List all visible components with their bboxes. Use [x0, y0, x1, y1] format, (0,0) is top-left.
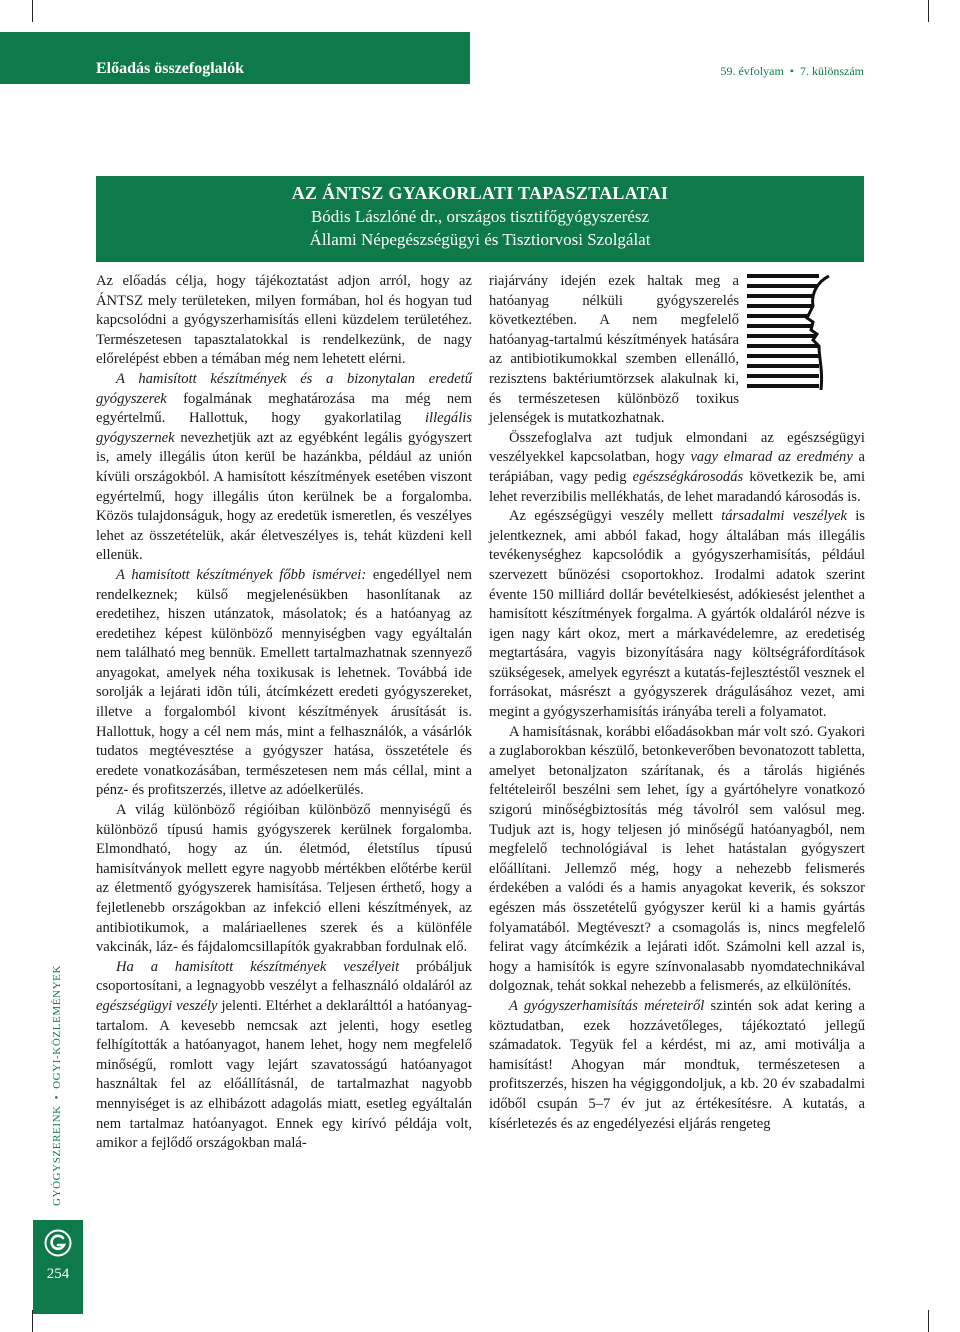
- paragraph-text: Az előadás célja, hogy tájékoztatást adjon arról, hogy az ÁNTSZ mely területeken, milyen formában, hol és hogyan tud kapcsolódni a gyógyszerhamisítás elleni küzdelem területéhez. Természetesen tapasztalatokkal is rendelkezünk, de nagy előrelépést ebben a témában még nem lehetett elérni.: [96, 273, 472, 368]
- paragraph: [96, 958, 472, 1154]
- page-number: 254: [46, 1266, 70, 1282]
- paragraph: [489, 429, 865, 507]
- paragraph-text: következik be, ami lehet reverzibilis mellékhatás, de lehet maradandó károsodás is.: [489, 468, 865, 505]
- emphasis-text: egészségkárosodás: [632, 468, 744, 485]
- paragraph-text: próbáljuk csoportosítani, a legnagyobb veszélyt a felhasználó oldaláról az: [96, 958, 472, 995]
- emphasis-text: A hamisított készítmények és a bizonytalan eredetű gyógyszerek: [96, 370, 472, 407]
- article-title-block: [96, 176, 864, 262]
- paragraph-text: fogalmának meghatározása ma még nem egyértelmű. Hallottuk, hogy gyakorlatilag: [96, 390, 472, 427]
- paragraph-text: engedéllyel nem rendelkeznek; külső megjelenésükben hasonlítanak az eredetihez, hiszen utánzatok, másolatok; és a hatóanyag az eredetihez képest különböző mennyiségben vagy egyáltalán nem található meg bennük. Emellett tartalmazhatnak szennyező anyagokat, amelyek néha toxikusak is lehetnek. Továbbá ide sorolják a lejárati idõn túli, átcímkézett eredeti gyógyszereket, illetve a forgalomból kivont készítmények árusítását is. Hallottuk, hogy a cél nem más, mint a felhasználók, a vásárlók tudatos megtévesztése a gyógyszer hatása, összetétele és eredete vonatkozásában, természetesen nem más céllal, mint a pénz- és profitszerzés, illetve az adóelkerülés.: [96, 566, 472, 799]
- paragraph: [96, 566, 472, 801]
- paragraph-text: Összefoglalva azt tudjuk elmondani az egészségügyi veszélyekkel kapcsolatban, hogy: [489, 429, 865, 466]
- emphasis-text: A hamisított készítmények főbb ismérvei:: [116, 566, 367, 583]
- separator-dot: •: [51, 1094, 63, 1100]
- ogyi-logo-icon: [44, 1229, 72, 1257]
- emphasis-text: A gyógyszerhamisítás méreteiről: [509, 997, 705, 1014]
- emphasis-text: illegális gyógyszernek: [96, 410, 472, 446]
- paragraph: [96, 801, 472, 958]
- journal-subtitle: OGYI-KÖZLEMÉNYEK: [51, 965, 63, 1089]
- issue-number: 7. különszám: [800, 64, 864, 78]
- paragraph: [489, 723, 865, 997]
- crop-mark: [928, 0, 929, 22]
- pharmacy-cross-face-icon: [747, 274, 865, 390]
- paragraph-text: riajárvány idején ezek haltak meg a hatóanyag nélküli gyógyszerelés következtében. A nem megfelelő hatóanyag-tartalmú készítmények hatására az antibiotikumokkal szemben ellenálló, rezisztens baktériumtörzsek alakulnak ki, és természetesen különböző toxikus jelenségek is mutatkozhatnak.: [489, 273, 739, 427]
- right-column: [489, 272, 865, 1134]
- paragraph-text: a terápiában, vagy pedig: [489, 449, 866, 485]
- article-affiliation: Állami Népegészségügyi és Tisztiorvosi Szolgálat: [309, 230, 651, 249]
- paragraph-text: is jelentkeznek, ami abból fakad, hogy általában más illegális tevékenységhez kapcsolódik a gyógyszerhamisítás, például szervezett bűnözési csoportokhoz. Irodalmi adatok szerint évente 150 milliárd dollár bevételkiesést, adókiesést jelenthet a hamisított készítmények forgalma. A gyártók oldaláról nézve is igen nagy kárt okoz, mert a márkavédelemre, az eredetiség megtartására, vagyis bizonyítására nagy költségráfordítások szükségesek, amelyek egyrészt a kutatás-fejlesztéstől vesznek el forrásokat, másrészt a gyógyszerek drágulásához vezet, ami megint a gyógyszerhamisítás irányába tereli a folyamatot.: [489, 508, 865, 721]
- crop-mark: [928, 1310, 929, 1332]
- separator-dot: •: [789, 64, 794, 78]
- paragraph: [96, 272, 472, 370]
- paragraph: [489, 997, 865, 1134]
- section-label: Előadás összefoglalók: [96, 60, 245, 77]
- paragraph-text: A világ különböző régióiban különböző mennyiségű és különböző típusú hamis gyógyszerek kerülnek forgalomba. Elmondható, hogy az ún. életmód, életstílus típusú hamisítványok mellett egyre nagyobb mértékben előtérbe kerül az életmentő gyógyszerek hamisítása. Teljesen érthető, hogy a fejletlenebb országokban az infekció elleni készítmények, az antibiotikumok, a maláriaellenes szerek és a különféle vakcinák, láz- és fájdalomcsillapítók gyakrabban fordulnak elő.: [96, 802, 472, 956]
- paragraph-text: Az egészségügyi veszély mellett: [509, 508, 722, 525]
- paragraph: [489, 507, 865, 723]
- crop-mark: [32, 0, 33, 22]
- paragraph-text: nevezhetjük azt az egyébként legális gyógyszert is, amely illegális úton kerül be hazánkba, például az unión kívüli országokból. A hamisított készítmények esetében viszont egyértelmű, hogy illegális úton kerülnek be a forgalomba. Közös tulajdonságuk, hogy az eredetük ismeretlen, és veszélyes lehet az összetételük, akár életveszélyes is, tehát küzdeni kell ellenük.: [96, 429, 472, 564]
- volume-info: [720, 64, 864, 79]
- paragraph-text: jelenti. Eltérhet a deklarálttól a hatóanyag-tartalom. A kevesebb nemcsak azt jelenti, hogy esetleg felhígították a hatóanyagot, hanem lehet, hogy nem megfelelő minőségű, romlott vagy lejárt szavatosságú hatóanyagot használtak fel az előállításnál, de tartalmazhat nagyobb mennyiséget is az elhibázott adagolás miatt, esetleg egyáltalán nem tartalmaz hatóanyagot. Ennek egy kirívó példája volt, amikor a fejlődő országokban malá-: [96, 997, 472, 1152]
- paragraph-text: A hamisításnak, korábbi előadásokban már volt szó. Gyakori a zuglaborokban készülő, betonkeverőben bevonatozott tabletta, amelyet betonaljzaton szárítanak, és a tárolás higiénés feltételeiről beszélni sem lehet, így a gyártóhelyre vonatkozó szigorú minőségbiztosítás még távolról sem valósul meg. Tudjuk azt is, hogy teljesen jó minőségű hatóanyagból, nem megfelelő technológiával is lehet hatástalan gyógyszert előállítani. Jellemző még, hogy a nehezebb felismerés érdekében a valódi és a hamis anyagokat keverik, és sokszor egészen más összetételű gyógyszer kerül ki a hamis gyártás folyamatából. Megtéveszt? a csomagolás is, nincs megfelelő felirat vagy átcímkézik a lejárati időt. Számolni kell azzal is, hogy a hamisítók is egyre színvonalasabb nyomdatechnikával dolgoznak, tehát sokkal nehezebb a felismerés, az elkülönítés.: [489, 723, 865, 995]
- journal-name: GYÓGYSZEREINK: [51, 1105, 63, 1206]
- article-title: AZ ÁNTSZ GYAKORLATI TAPASZTALATAI: [291, 183, 669, 203]
- emphasis-text: Ha a hamisított készítmények veszélyeit: [116, 958, 400, 975]
- emphasis-text: társadalmi veszélyek: [721, 508, 847, 525]
- journal-side-label: [51, 965, 63, 1206]
- paragraph: [96, 370, 472, 566]
- emphasis-text: vagy elmarad az eredmény: [690, 449, 853, 466]
- volume-number: 59. évfolyam: [720, 64, 784, 78]
- article-author: Bódis Lászlóné dr., országos tisztifőgyógyszerész: [310, 207, 650, 226]
- emphasis-text: egészségügyi veszély: [96, 997, 218, 1014]
- left-column: [96, 272, 472, 1154]
- paragraph-text: szintén sok adat kering a köztudatban, ezek hozzávetőleges, tájékoztató jellegű számadatok. Tegyük fel a kérdést, mi az, ami motiválja a hamisítást! Ahogyan már mondtuk, természetesen a profitszerzés, hiszen ha végiggondoljuk, a kb. 20 év szabadalmi időből csupán 5–7 év jut az értékesítésre. A kutatás, a kísérletezés és az engedélyezési eljárás rengeteg: [489, 997, 865, 1132]
